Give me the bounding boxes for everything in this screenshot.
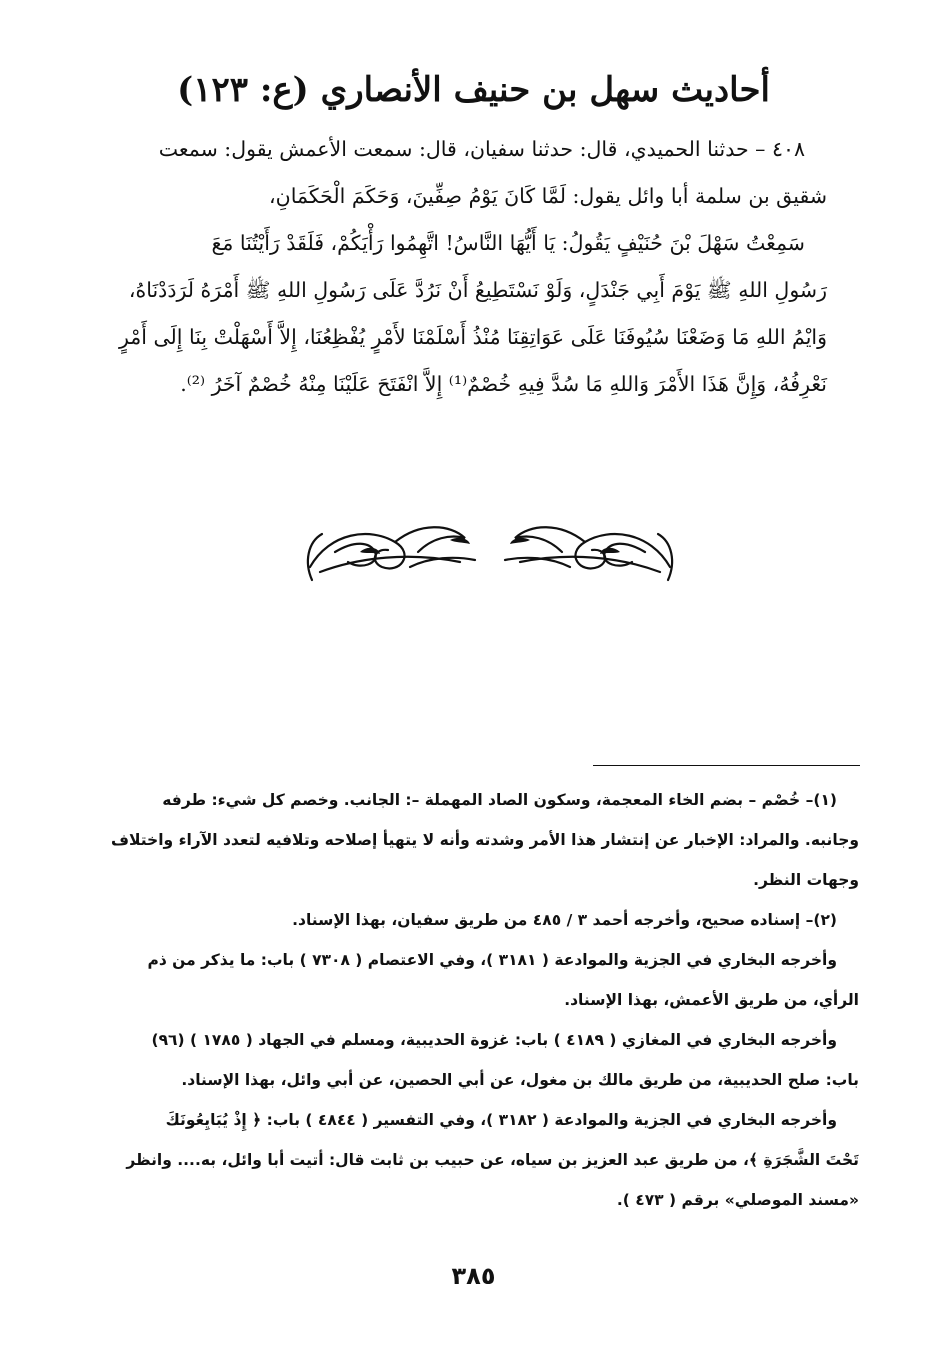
page-number: ٣٨٥ <box>451 1262 496 1290</box>
hadith-line: سَمِعْتُ سَهْلَ بْنَ حُنَيْفٍ يَقُولُ: يَا أَيُّهَا النَّاسُ! اتَّهِمُوا رَأْيَكُمْ، فَلَقَدْ رَأَيْتُنَا مَعَ <box>211 231 805 255</box>
footnote-line: وجهات النظر. <box>753 871 859 889</box>
footnote-line: (١)– خُصْم – بضم الخاء المعجمة، وسكون الصاد المهملة –: الجانب. وخصم كل شيء: طرفه <box>162 791 837 809</box>
chapter-title: أحاديث سهل بن حنيف الأنصاري (ع: ١٢٣) <box>177 70 770 110</box>
footnote-line: الرأي، من طريق الأعمش، بهذا الإسناد. <box>564 991 859 1009</box>
footnote-line: (٢)– إسناده صحيح، وأخرجه أحمد ٣ / ٤٨٥ من طريق سفيان، بهذا الإسناد. <box>292 911 837 929</box>
decorative-divider-icon <box>300 512 680 592</box>
footnote-line: وأخرجه البخاري في الجزية والموادعة ( ٣١٨١ )، وفي الاعتصام ( ٧٣٠٨ ) باب: ما يذكر من ذم <box>147 951 837 969</box>
hadith-line: رَسُولِ اللهِ ﷺ يَوْمَ أَبِي جَنْدَلٍ، وَلَوْ نَسْتَطِيعُ أَنْ نَرُدَّ عَلَى رَسُولِ اللهِ ﷺ أَمْرَهُ لَرَدَدْنَاهُ، <box>128 278 827 302</box>
footnote <box>82 900 859 940</box>
footnote-separator <box>593 765 860 766</box>
footnote-line: «مسند الموصلي» برقم ( ٤٧٣ ). <box>616 1191 859 1209</box>
footnote-line: باب: صلح الحديبية، من طريق مالك بن مغول، عن أبي الحصين، عن أبي وائل، بهذا الإسناد. <box>181 1071 859 1089</box>
footnote-line: وأخرجه البخاري في الجزية والموادعة ( ٣١٨٢ )، وفي التفسير ( ٤٨٤٤ ) باب: ﴿ إِذْ يُبَايِعُونَكَ <box>165 1111 837 1129</box>
footnote-line: تَحْتَ الشَّجَرَةِ ﴾، من طريق عبد العزيز بن سياه، عن حبيب بن ثابت قال: أتيت أبا وائل، به.... وانظر <box>126 1151 859 1169</box>
footnote <box>82 1100 859 1220</box>
hadith-line: ٤٠٨ – حدثنا الحميدي، قال: حدثنا سفيان، قال: سمعت الأعمش يقول: سمعت <box>158 137 805 161</box>
hadith-line: وَايْمُ اللهِ مَا وَضَعْنَا سُيُوفَنَا عَلَى عَوَاتِقِنَا مُنْذُ أَسْلَمْنَا لأَمْرٍ يُفْظِعُنَا، إِلاَّ أَسْهَلْتْ بِنَا إِلَى أَمْرٍ <box>118 325 827 349</box>
hadith-text <box>78 126 827 408</box>
footnote-line: وجانبه. والمراد: الإخبار عن إنتشار هذا الأمر وشدته وأنه لا يتهيأ إصلاحه وتلافيه لتعدد الآراء واختلاف <box>110 831 859 849</box>
footnote-line: وأخرجه البخاري في المغازي ( ٤١٨٩ ) باب: غزوة الحديبية، ومسلم في الجهاد ( ١٧٨٥ ) (٩٦) <box>151 1031 837 1049</box>
hadith-line: شقيق بن سلمة أبا وائل يقول: لَمَّا كَانَ يَوْمُ صِفِّينَ، وَحَكَمَ الْحَكَمَانِ، <box>269 184 827 208</box>
footnote <box>82 1020 859 1100</box>
footnote <box>82 940 859 1020</box>
footnote <box>82 780 859 900</box>
footnotes <box>82 780 859 1220</box>
hadith-line: نَعْرِفُهُ، وَإِنَّ هَذَا الأَمْرَ وَاللهِ مَا سُدَّ فِيهِ خُصْمٌ⁽¹⁾ إِلاَّ انْفَتَحَ عَلَيْنَا مِنْهُ خُصْمٌ آخَرُ ⁽²⁾. <box>180 372 827 396</box>
